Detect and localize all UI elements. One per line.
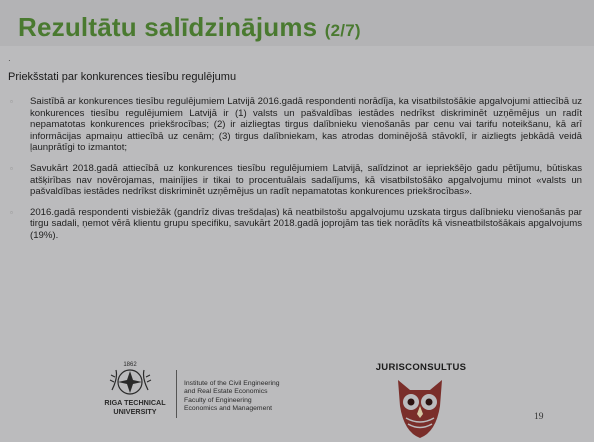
bullet-item bbox=[8, 96, 582, 154]
slide-title bbox=[18, 12, 361, 43]
footer bbox=[0, 350, 594, 442]
bullet-list bbox=[8, 96, 582, 251]
title-text: Rezultātu salīdzinājums bbox=[18, 12, 318, 42]
bullet-item bbox=[8, 207, 582, 242]
bullet-text: Saistībā ar konkurences tiesību regulējumiem Latvijā 2016.gadā respondenti norādīja, ka visatbilstošākie apgalvojumi attiecībā uz konkurences tiesību regulējumiem Latvijā ir (1) valsts un pašvaldības iestādes nedrīkst diskriminēt uzņēmējus un radīt nepamatotas konkurences priekšrocības; (2) ir aizliegtas tirgus dalībnieku vienošanās par cenu vai tarifu noteikšanu, kā arī informācijas apmaiņu attiecībā uz cenām; (3) tirgus dalībniekam, kas atrodas dominējošā stāvoklī, ir aizliegts jebkādā veidā ļaunprātīgi to izmantot; bbox=[30, 96, 582, 154]
rtu-year: 1862 bbox=[123, 362, 137, 368]
title-bar bbox=[0, 0, 594, 46]
bullet-item bbox=[8, 163, 582, 198]
section-subtitle: Priekšstati par konkurences tiesību regulējumu bbox=[8, 71, 237, 83]
title-counter: (2/7) bbox=[324, 21, 361, 40]
owl-logo-icon bbox=[392, 376, 448, 440]
footer-divider bbox=[176, 370, 177, 418]
bullet-icon: ▫ bbox=[10, 97, 13, 106]
dot-marker: · bbox=[8, 56, 11, 65]
bullet-icon: ▫ bbox=[10, 163, 13, 173]
bullet-text: 2016.gadā respondenti visbiežāk (gandrīz divas trešdaļas) kā neatbilstošu apgalvojumu uzskata tirgus dalībnieku vienošanās par tirgu sadali, ņemot vērā klientu grupu specifiku, savukārt 2018.gadā joprojām tas tiek norādīts kā visneatbilstošākais apgalvojums (19%). bbox=[30, 206, 582, 241]
jurisconsultus-label: JURISCONSULTUS bbox=[375, 362, 467, 373]
bullet-text: Savukārt 2018.gadā attiecībā uz konkurences tiesību regulējumiem Latvijā, salīdzinot ar iepriekšējo gadu pētījumu, būtiskas atšķirības nav novērojamas, mainījies ir tikai to procentuālais sadalījums, kā visatbilstošāko apgalvojumu minot «valsts un pašvaldības iestādes nedrīkst diskriminēt uzņēmējus un radīt nepamatotas konkurences priekšrocības». bbox=[30, 162, 582, 198]
institute-info: Institute of the Civil Engineering and Real Estate Economics Faculty of Engineering Economics and Management bbox=[184, 380, 280, 413]
page-number: 19 bbox=[534, 412, 544, 422]
rtu-name: RIGA TECHNICAL UNIVERSITY bbox=[104, 398, 166, 416]
bullet-icon: ▫ bbox=[10, 207, 13, 217]
